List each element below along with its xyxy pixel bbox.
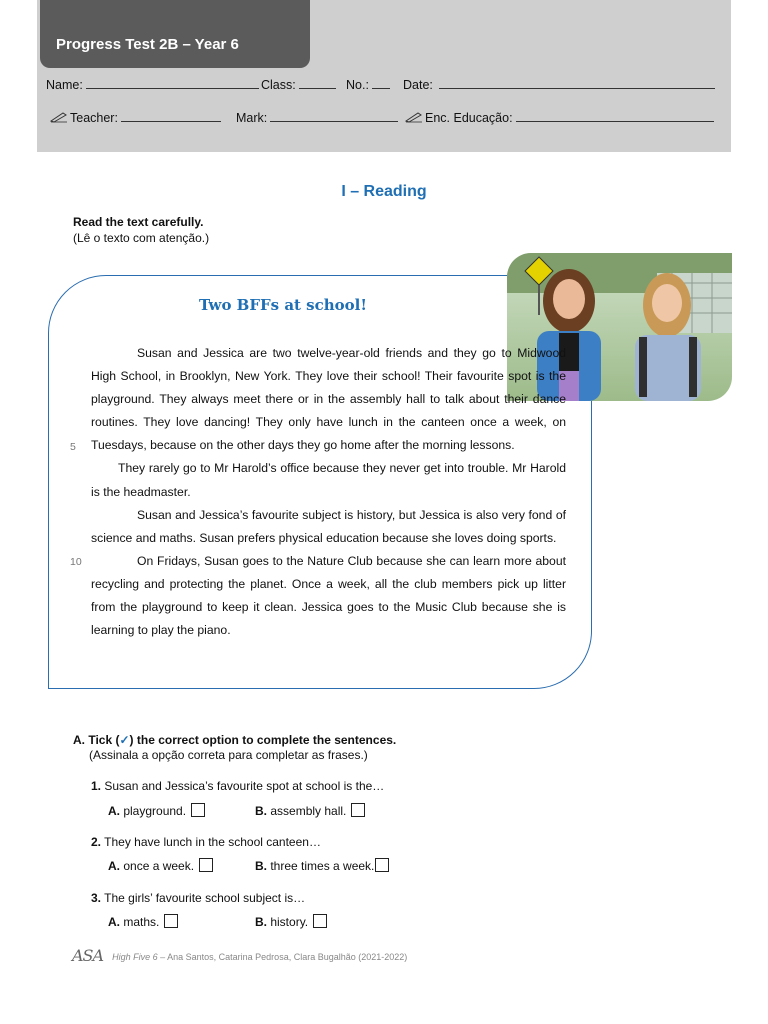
q2-checkbox-b[interactable] (375, 858, 389, 872)
name-field[interactable]: Name: (46, 77, 259, 92)
section-title: I – Reading (341, 183, 427, 200)
q1-option-a[interactable]: A. playground. (108, 803, 205, 818)
q1-checkbox-b[interactable] (351, 803, 365, 817)
title-tab (40, 0, 310, 68)
name-blank[interactable] (86, 77, 259, 89)
paragraph-1: Susan and Jessica are two twelve-year-old friends and they go to Midwood High School, in Brooklyn, New York. They love their school! Their favourite spot is the playground. They always meet there or in the assembly hall to talk about their dance routines. They love dancing! They only have lunch in the canteen once a week, on Tuesdays, because on the other days they go home after the morning lessons. (91, 346, 566, 453)
instruction-en: Read the text carefully. (73, 215, 204, 229)
q3-checkbox-a[interactable] (164, 914, 178, 928)
paragraph-3: Susan and Jessica’s favourite subject is history, but Jessica is also very fond of science and maths. Susan prefers physical education because she loves doing sports. (91, 507, 566, 545)
publisher-logo: ASA (72, 946, 104, 965)
paragraph-4: On Fridays, Susan goes to the Nature Club because she can learn more about recycling and protecting the planet. Once a week, all the club members pick up litter from the playground to keep it clean. Jessica goes to the Music Club because she is learning to play the piano. (91, 553, 566, 638)
class-blank[interactable] (299, 77, 336, 89)
text-title: Two BFFs at school! (199, 296, 367, 314)
test-title: Progress Test 2B – Year 6 (56, 36, 239, 53)
book-title: High Five 6 (112, 952, 158, 962)
teacher-field[interactable]: Teacher: (50, 110, 221, 125)
question-1: 1. Susan and Jessica’s favourite spot at school is the… (91, 779, 385, 793)
line-number-10: 10 (70, 556, 82, 568)
enc-blank[interactable] (516, 110, 714, 122)
q2-option-b[interactable]: B. three times a week. (255, 858, 389, 873)
number-blank[interactable] (372, 77, 390, 89)
number-field[interactable]: No.: (346, 77, 390, 92)
q3-option-b[interactable]: B. history. (255, 914, 327, 929)
teacher-blank[interactable] (121, 110, 221, 122)
exercise-a-subtitle: (Assinala a opção correta para completar as frases.) (89, 748, 368, 762)
q3-checkbox-b[interactable] (313, 914, 327, 928)
instruction-pt: (Lê o texto com atenção.) (73, 231, 210, 245)
footer (72, 946, 407, 965)
class-field[interactable]: Class: (261, 77, 336, 92)
reading-text (91, 342, 566, 642)
question-2: 2. They have lunch in the school canteen… (91, 835, 321, 849)
mark-field[interactable]: Mark: (236, 110, 398, 125)
enc-field[interactable]: Enc. Educação: (405, 110, 714, 125)
q2-checkbox-a[interactable] (199, 858, 213, 872)
pen-icon (50, 111, 68, 123)
checkmark-icon: ✓ (119, 733, 130, 747)
q3-option-a[interactable]: A. maths. (108, 914, 178, 929)
pen-icon (405, 111, 423, 123)
mark-blank[interactable] (270, 110, 398, 122)
footer-credits: – Ana Santos, Catarina Pedrosa, Clara Bugalhão (2021-2022) (157, 952, 408, 962)
paragraph-2: They rarely go to Mr Harold’s office because they never get into trouble. Mr Harold is the headmaster. (91, 461, 566, 499)
instruction (73, 214, 209, 246)
q2-option-a[interactable]: A. once a week. (108, 858, 213, 873)
q1-option-b[interactable]: B. assembly hall. (255, 803, 365, 818)
date-field[interactable]: Date: (403, 77, 715, 92)
line-number-5: 5 (70, 441, 76, 453)
q1-checkbox-a[interactable] (191, 803, 205, 817)
question-3: 3. The girls’ favourite school subject is… (91, 891, 306, 905)
date-blank[interactable] (439, 77, 715, 89)
exercise-a-heading: A. Tick (✓) the correct option to complete the sentences. (Assinala a opção correta para completar as frases.) (73, 733, 397, 762)
